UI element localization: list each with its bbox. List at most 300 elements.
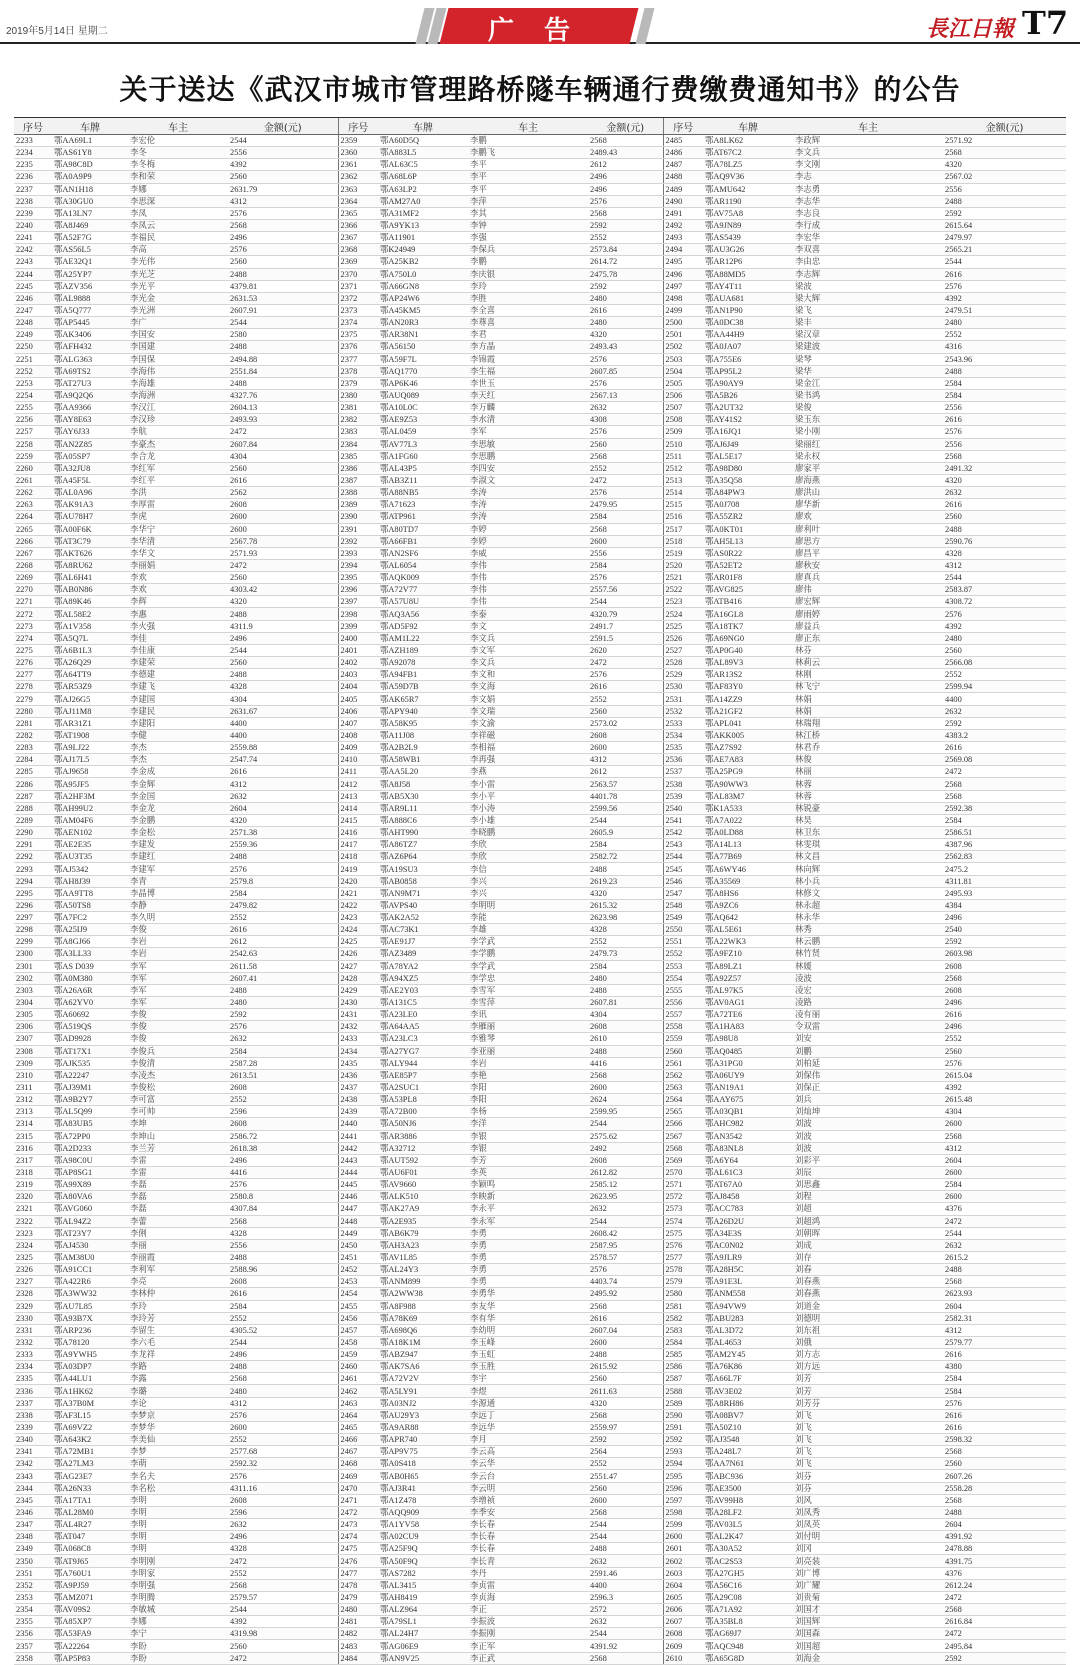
- cell-plate: 鄂AT23Y7: [52, 1227, 128, 1239]
- cell-plate: 鄂A0JA07: [703, 341, 793, 353]
- cell-owner: 刘飞: [793, 1446, 943, 1458]
- cell-plate: 鄂A10L0C: [378, 402, 468, 414]
- cell-owner: 李阳: [468, 1094, 588, 1106]
- cell-seq: 2536: [663, 754, 703, 766]
- cell-amount: 2560: [588, 705, 663, 717]
- cell-seq: 2519: [663, 547, 703, 559]
- table-row: [14, 1579, 1066, 1591]
- table-row: [14, 183, 1066, 195]
- cell-owner: 廖伟: [793, 584, 943, 596]
- cell-owner: 李月: [468, 1434, 588, 1446]
- table-row: [14, 474, 1066, 486]
- cell-amount: 2612: [588, 766, 663, 778]
- cell-amount: 2552: [228, 912, 338, 924]
- cell-amount: 4312: [943, 1324, 1066, 1336]
- cell-owner: 李勇: [468, 1264, 588, 1276]
- cell-plate: 鄂AL63C5: [378, 159, 468, 171]
- cell-amount: 2569.08: [943, 754, 1066, 766]
- cell-amount: 2604: [943, 1154, 1066, 1166]
- cell-plate: 鄂A83UB5: [52, 1118, 128, 1130]
- cell-owner: 刘芬: [793, 1470, 943, 1482]
- cell-amount: 2607.91: [228, 304, 338, 316]
- cell-seq: 2597: [663, 1494, 703, 1506]
- cell-owner: 李尊喜: [468, 317, 588, 329]
- cell-seq: 2515: [663, 499, 703, 511]
- cell-owner: 李信: [468, 863, 588, 875]
- cell-seq: 2342: [14, 1458, 52, 1470]
- cell-plate: 鄂AVG060: [52, 1203, 128, 1215]
- cell-plate: 鄂A698Q6: [378, 1324, 468, 1336]
- cell-amount: 2547.74: [228, 754, 338, 766]
- cell-seq: 2356: [14, 1628, 52, 1640]
- cell-owner: 李华文: [128, 547, 228, 559]
- cell-amount: 2488: [943, 195, 1066, 207]
- cell-amount: 2568: [588, 523, 663, 535]
- cell-plate: 鄂A53PL8: [378, 1094, 468, 1106]
- cell-plate: 鄂A56C16: [703, 1579, 793, 1591]
- cell-amount: 4316: [943, 341, 1066, 353]
- cell-owner: 李方晶: [468, 341, 588, 353]
- cell-owner: 李芳: [468, 1154, 588, 1166]
- cell-seq: 2345: [14, 1494, 52, 1506]
- cell-owner: 李其: [468, 207, 588, 219]
- cell-plate: 鄂A59F7L: [378, 353, 468, 365]
- cell-amount: 2575.62: [588, 1130, 663, 1142]
- cell-seq: 2395: [338, 572, 378, 584]
- cell-owner: 李燕: [468, 766, 588, 778]
- cell-owner: 刘柏延: [793, 1057, 943, 1069]
- cell-owner: 李敏城: [128, 1604, 228, 1616]
- cell-amount: 2632: [943, 1239, 1066, 1251]
- cell-seq: 2465: [338, 1421, 378, 1433]
- cell-plate: 鄂AUT592: [378, 1154, 468, 1166]
- cell-amount: 2632: [588, 1203, 663, 1215]
- cell-amount: 2616: [943, 268, 1066, 280]
- table-row: [14, 681, 1066, 693]
- cell-plate: 鄂AM38U0: [52, 1251, 128, 1263]
- cell-seq: 2330: [14, 1312, 52, 1324]
- table-row: [14, 899, 1066, 911]
- cell-seq: 2329: [14, 1300, 52, 1312]
- cell-seq: 2367: [338, 232, 378, 244]
- cell-owner: 李晓鹏: [468, 827, 588, 839]
- cell-owner: 李兰芳: [128, 1142, 228, 1154]
- table-row: [14, 984, 1066, 996]
- cell-owner: 李国建: [128, 341, 228, 353]
- cell-seq: 2337: [14, 1397, 52, 1409]
- cell-owner: 李思鹏: [468, 450, 588, 462]
- cell-plate: 鄂K1A533: [703, 802, 793, 814]
- cell-amount: 4311.81: [943, 875, 1066, 887]
- cell-plate: 鄂A80TD7: [378, 523, 468, 535]
- cell-plate: 鄂A19SU3: [378, 863, 468, 875]
- cell-seq: 2578: [663, 1264, 703, 1276]
- cell-amount: 2604: [228, 802, 338, 814]
- cell-plate: 鄂A3WW32: [52, 1288, 128, 1300]
- cell-owner: 李亚丽: [468, 1045, 588, 1057]
- cell-amount: 2496: [228, 632, 338, 644]
- cell-plate: 鄂AS D039: [52, 960, 128, 972]
- table-row: [14, 1531, 1066, 1543]
- cell-owner: 廖利叶: [793, 523, 943, 535]
- cell-amount: 2576: [943, 1057, 1066, 1069]
- cell-plate: 鄂AN2SF6: [378, 547, 468, 559]
- cell-amount: 4320: [943, 159, 1066, 171]
- table-row: [14, 1288, 1066, 1300]
- cell-plate: 鄂AN1P90: [703, 304, 793, 316]
- cell-amount: 2496: [943, 912, 1066, 924]
- cell-owner: 刘俄: [793, 1336, 943, 1348]
- cell-amount: 2560: [228, 657, 338, 669]
- cell-plate: 鄂ALG363: [52, 353, 128, 365]
- cell-seq: 2292: [14, 851, 52, 863]
- table-row: [14, 802, 1066, 814]
- cell-owner: 刘鹏: [793, 1045, 943, 1057]
- cell-amount: 4311.9: [228, 620, 338, 632]
- cell-owner: 刘德明: [793, 1312, 943, 1324]
- cell-plate: 鄂AZ6P64: [378, 851, 468, 863]
- cell-amount: 2560: [228, 462, 338, 474]
- cell-amount: 2600: [588, 1494, 663, 1506]
- cell-amount: 4416: [228, 1166, 338, 1178]
- cell-amount: 2556: [588, 547, 663, 559]
- cell-plate: 鄂A92Z57: [703, 972, 793, 984]
- cell-owner: 林君乔: [793, 742, 943, 754]
- cell-seq: 2308: [14, 1045, 52, 1057]
- table-row: [14, 1142, 1066, 1154]
- cell-owner: 李蕾: [128, 1215, 228, 1227]
- cell-amount: 4392: [943, 292, 1066, 304]
- cell-seq: 2608: [663, 1628, 703, 1640]
- cell-seq: 2501: [663, 329, 703, 341]
- cell-owner: 李火强: [128, 620, 228, 632]
- cell-amount: 2584: [588, 960, 663, 972]
- header-plate: 车牌: [378, 118, 468, 135]
- cell-amount: 2616: [943, 1349, 1066, 1361]
- cell-amount: 2552: [228, 1434, 338, 1446]
- cell-plate: 鄂A05SP7: [52, 450, 128, 462]
- cell-owner: 李合龙: [128, 450, 228, 462]
- cell-owner: 李颖鸣: [468, 1179, 588, 1191]
- cell-plate: 鄂A93B7X: [52, 1312, 128, 1324]
- cell-seq: 2331: [14, 1324, 52, 1336]
- cell-plate: 鄂A23LC3: [378, 1033, 468, 1045]
- cell-owner: 李学武: [468, 960, 588, 972]
- cell-plate: 鄂AL4R27: [52, 1519, 128, 1531]
- cell-plate: 鄂AQ9V36: [703, 171, 793, 183]
- cell-owner: 梁丰: [793, 317, 943, 329]
- cell-amount: 2616: [228, 474, 338, 486]
- cell-owner: 林莉云: [793, 657, 943, 669]
- cell-seq: 2255: [14, 402, 52, 414]
- cell-seq: 2260: [14, 462, 52, 474]
- cell-seq: 2302: [14, 972, 52, 984]
- cell-owner: 李建飞: [128, 681, 228, 693]
- cell-owner: 李云明: [468, 1482, 588, 1494]
- cell-amount: 2624: [588, 1094, 663, 1106]
- cell-seq: 2565: [663, 1106, 703, 1118]
- cell-seq: 2358: [14, 1652, 52, 1664]
- cell-plate: 鄂A98D80: [703, 462, 793, 474]
- cell-seq: 2583: [663, 1324, 703, 1336]
- cell-amount: 2619.23: [588, 875, 663, 887]
- cell-plate: 鄂AP24W6: [378, 292, 468, 304]
- cell-owner: 李鹏: [468, 135, 588, 147]
- cell-amount: 2584: [943, 389, 1066, 401]
- table-row: [14, 1336, 1066, 1348]
- cell-amount: 2604.13: [228, 402, 338, 414]
- cell-amount: 2480: [588, 317, 663, 329]
- cell-owner: 李君: [468, 329, 588, 341]
- cell-seq: 2241: [14, 232, 52, 244]
- cell-amount: 2544: [943, 1227, 1066, 1239]
- cell-seq: 2364: [338, 195, 378, 207]
- cell-owner: 李志华: [793, 195, 943, 207]
- cell-seq: 2540: [663, 802, 703, 814]
- table-row: [14, 1239, 1066, 1251]
- cell-seq: 2505: [663, 377, 703, 389]
- cell-owner: 李和荣: [128, 171, 228, 183]
- cell-owner: 李海雄: [128, 377, 228, 389]
- cell-owner: 李志: [793, 171, 943, 183]
- cell-plate: 鄂A72B00: [378, 1106, 468, 1118]
- cell-amount: 2632: [228, 1033, 338, 1045]
- cell-seq: 2235: [14, 159, 52, 171]
- cell-amount: 2598.32: [943, 1434, 1066, 1446]
- cell-plate: 鄂A23LE0: [378, 1009, 468, 1021]
- cell-seq: 2362: [338, 171, 378, 183]
- cell-seq: 2433: [338, 1033, 378, 1045]
- cell-plate: 鄂A65G8D: [703, 1652, 793, 1664]
- cell-seq: 2380: [338, 389, 378, 401]
- cell-owner: 李鹏: [468, 256, 588, 268]
- cell-owner: 梁小刚: [793, 426, 943, 438]
- cell-plate: 鄂AP6K46: [378, 377, 468, 389]
- cell-seq: 2521: [663, 572, 703, 584]
- cell-amount: 4392: [228, 159, 338, 171]
- cell-owner: 刘安: [793, 1033, 943, 1045]
- cell-plate: 鄂A37B0M: [52, 1397, 128, 1409]
- cell-plate: 鄂AE91J7: [378, 936, 468, 948]
- table-row: [14, 1482, 1066, 1494]
- cell-amount: 2488: [228, 377, 338, 389]
- cell-amount: 2631.67: [228, 705, 338, 717]
- cell-plate: 鄂AU6F01: [378, 1166, 468, 1178]
- cell-owner: 刘道金: [793, 1300, 943, 1312]
- cell-seq: 2422: [338, 899, 378, 911]
- cell-owner: 李勇: [468, 1239, 588, 1251]
- cell-plate: 鄂A30A52: [703, 1543, 793, 1555]
- cell-seq: 2550: [663, 924, 703, 936]
- table-row: [14, 948, 1066, 960]
- cell-amount: 2588.96: [228, 1264, 338, 1276]
- cell-plate: 鄂A9JN89: [703, 219, 793, 231]
- cell-amount: 2552: [588, 936, 663, 948]
- cell-plate: 鄂AS7282: [378, 1567, 468, 1579]
- cell-seq: 2238: [14, 195, 52, 207]
- cell-seq: 2328: [14, 1288, 52, 1300]
- cell-owner: 李文海: [468, 681, 588, 693]
- cell-plate: 鄂A8HS6: [703, 887, 793, 899]
- cell-seq: 2267: [14, 547, 52, 559]
- cell-owner: 李英: [468, 1166, 588, 1178]
- cell-amount: 2495.84: [943, 1640, 1066, 1652]
- cell-plate: 鄂AN1H18: [52, 183, 128, 195]
- cell-seq: 2547: [663, 887, 703, 899]
- cell-plate: 鄂A03NJ2: [378, 1397, 468, 1409]
- cell-owner: 李远丁: [468, 1409, 588, 1421]
- cell-owner: 刘波: [793, 1118, 943, 1130]
- table-row: [14, 159, 1066, 171]
- cell-seq: 2592: [663, 1434, 703, 1446]
- cell-seq: 2421: [338, 887, 378, 899]
- cell-amount: 2560: [228, 256, 338, 268]
- cell-owner: 凌路: [793, 996, 943, 1008]
- cell-seq: 2370: [338, 268, 378, 280]
- cell-plate: 鄂AV3E02: [703, 1385, 793, 1397]
- cell-seq: 2507: [663, 402, 703, 414]
- cell-owner: 刘芳芬: [793, 1397, 943, 1409]
- header-plate: 车牌: [703, 118, 793, 135]
- cell-plate: 鄂A08BV7: [703, 1409, 793, 1421]
- cell-seq: 2404: [338, 681, 378, 693]
- cell-owner: 李小雄: [468, 814, 588, 826]
- cell-plate: 鄂AH8419: [378, 1591, 468, 1603]
- cell-amount: 2472: [228, 1555, 338, 1567]
- cell-owner: 刘芬: [793, 1482, 943, 1494]
- cell-owner: 李涛: [468, 487, 588, 499]
- cell-owner: 李伟: [468, 584, 588, 596]
- cell-owner: 李正: [468, 1604, 588, 1616]
- cell-owner: 林昊: [793, 814, 943, 826]
- cell-seq: 2509: [663, 426, 703, 438]
- cell-amount: 2488: [588, 1543, 663, 1555]
- cell-amount: 2584: [588, 559, 663, 571]
- cell-amount: 2607.81: [588, 996, 663, 1008]
- cell-owner: 李明: [128, 1543, 228, 1555]
- cell-plate: 鄂AH5L13: [703, 535, 793, 547]
- cell-seq: 2243: [14, 256, 52, 268]
- cell-amount: 2552: [228, 1312, 338, 1324]
- cell-seq: 2306: [14, 1021, 52, 1033]
- cell-owner: 李军: [468, 426, 588, 438]
- cell-seq: 2606: [663, 1604, 703, 1616]
- table-row: [14, 389, 1066, 401]
- cell-owner: 李光平: [128, 280, 228, 292]
- cell-seq: 2339: [14, 1421, 52, 1433]
- cell-plate: 鄂A76K86: [703, 1361, 793, 1373]
- cell-owner: 李金松: [128, 827, 228, 839]
- cell-seq: 2414: [338, 802, 378, 814]
- cell-owner: 李锦霞: [468, 353, 588, 365]
- cell-amount: 4391.92: [943, 1531, 1066, 1543]
- cell-owner: 刘国辉: [793, 1616, 943, 1628]
- cell-owner: 林丽: [793, 766, 943, 778]
- cell-plate: 鄂A27LM3: [52, 1458, 128, 1470]
- cell-plate: 鄂AE32Q1: [52, 256, 128, 268]
- cell-seq: 2301: [14, 960, 52, 972]
- table-row: [14, 547, 1066, 559]
- cell-amount: 2551.84: [228, 365, 338, 377]
- cell-amount: 2599.94: [943, 681, 1066, 693]
- cell-amount: 2608: [943, 984, 1066, 996]
- cell-seq: 2576: [663, 1239, 703, 1251]
- cell-plate: 鄂A131C5: [378, 996, 468, 1008]
- cell-plate: 鄂AL9888: [52, 292, 128, 304]
- cell-seq: 2474: [338, 1531, 378, 1543]
- cell-seq: 2376: [338, 341, 378, 353]
- table-row: [14, 644, 1066, 656]
- cell-plate: 鄂AY8E63: [52, 414, 128, 426]
- cell-owner: 李天红: [468, 389, 588, 401]
- cell-amount: 2544: [943, 572, 1066, 584]
- cell-plate: 鄂AF83Y0: [703, 681, 793, 693]
- cell-owner: 李光洲: [128, 304, 228, 316]
- cell-amount: 2552: [588, 232, 663, 244]
- cell-amount: 2576: [228, 863, 338, 875]
- cell-seq: 2326: [14, 1264, 52, 1276]
- cell-plate: 鄂A58K95: [378, 717, 468, 729]
- cell-owner: 刘国才: [793, 1604, 943, 1616]
- cell-amount: 2488: [228, 851, 338, 863]
- cell-amount: 2488: [588, 1349, 663, 1361]
- cell-amount: 2556: [943, 402, 1066, 414]
- cell-plate: 鄂A16GL8: [703, 608, 793, 620]
- cell-seq: 2288: [14, 802, 52, 814]
- cell-seq: 2361: [338, 159, 378, 171]
- cell-amount: 2488: [943, 523, 1066, 535]
- cell-owner: 李远华: [468, 1421, 588, 1433]
- cell-amount: 2608: [228, 1494, 338, 1506]
- cell-seq: 2545: [663, 863, 703, 875]
- cell-owner: 李雷: [128, 1166, 228, 1178]
- cell-amount: 2607.41: [228, 972, 338, 984]
- cell-amount: 2616: [943, 1009, 1066, 1021]
- cell-amount: 2565.21: [943, 244, 1066, 256]
- cell-plate: 鄂AT67C2: [703, 147, 793, 159]
- cell-amount: 2576: [588, 487, 663, 499]
- table-row: [14, 924, 1066, 936]
- cell-plate: 鄂A64TT9: [52, 669, 128, 681]
- cell-amount: 2584: [943, 1373, 1066, 1385]
- cell-plate: 鄂A2HF3M: [52, 790, 128, 802]
- cell-amount: 2608.42: [588, 1227, 663, 1239]
- cell-amount: 2496: [943, 1021, 1066, 1033]
- cell-plate: 鄂AP95L2: [703, 365, 793, 377]
- cell-seq: 2343: [14, 1470, 52, 1482]
- cell-amount: 2612.82: [588, 1166, 663, 1178]
- cell-seq: 2467: [338, 1446, 378, 1458]
- cell-plate: 鄂AP9V75: [378, 1446, 468, 1458]
- cell-seq: 2290: [14, 827, 52, 839]
- cell-plate: 鄂AVPS40: [378, 899, 468, 911]
- cell-amount: 2568: [943, 1494, 1066, 1506]
- cell-plate: 鄂A85XP7: [52, 1616, 128, 1628]
- cell-amount: 4400: [228, 717, 338, 729]
- cell-amount: 2472: [588, 657, 663, 669]
- cell-plate: 鄂AZH189: [378, 644, 468, 656]
- cell-seq: 2429: [338, 984, 378, 996]
- cell-owner: 李金龙: [128, 802, 228, 814]
- cell-amount: 2493.93: [228, 414, 338, 426]
- cell-amount: 4380: [943, 1361, 1066, 1373]
- cell-owner: 李勇: [468, 1227, 588, 1239]
- cell-plate: 鄂A66L7F: [703, 1373, 793, 1385]
- table-row: [14, 839, 1066, 851]
- table-row: [14, 426, 1066, 438]
- cell-plate: 鄂A50F9Q: [378, 1555, 468, 1567]
- cell-owner: 李伟: [468, 596, 588, 608]
